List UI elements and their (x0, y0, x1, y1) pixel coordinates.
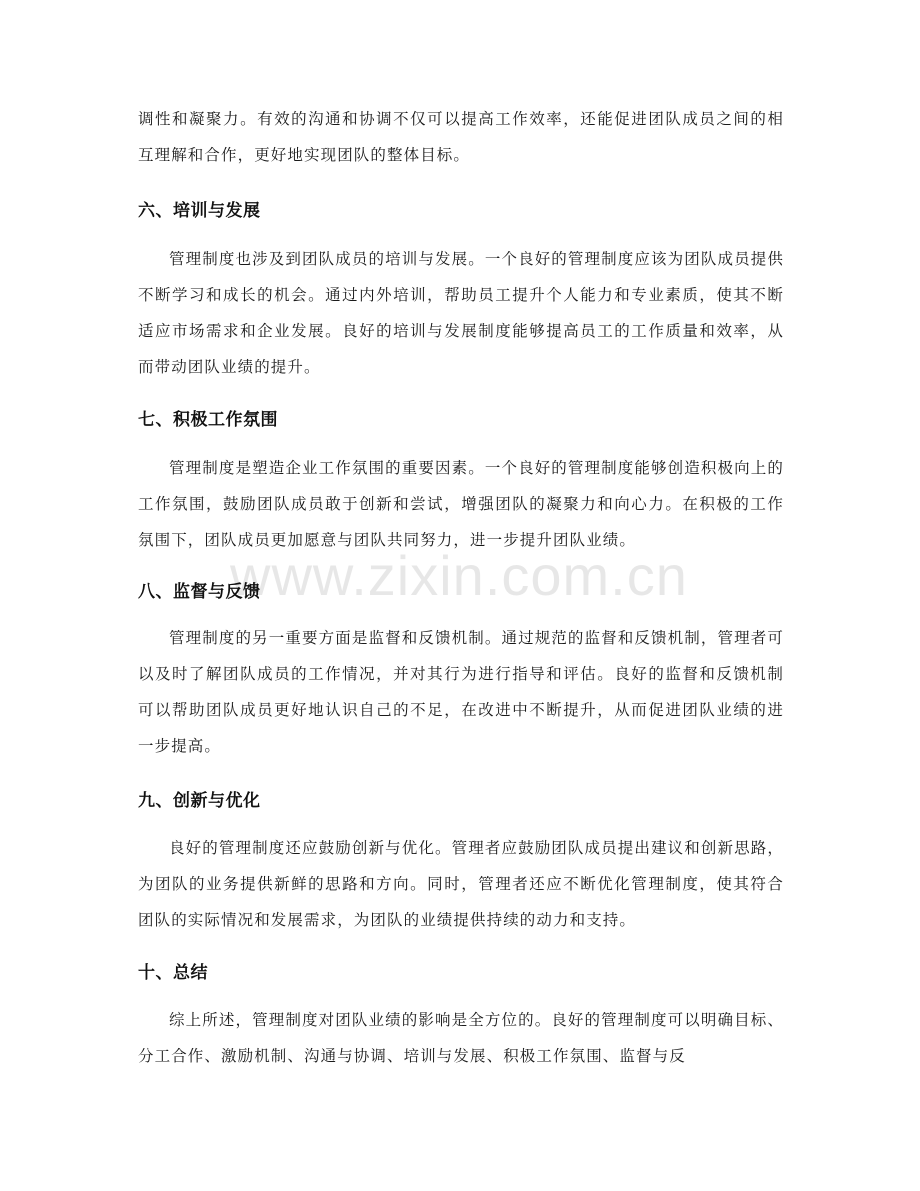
section-body-supervision (138, 620, 784, 764)
section-body-innovation (138, 830, 784, 938)
paragraph-continued (138, 101, 784, 173)
section-heading-supervision: 八、监督与反馈 (138, 582, 261, 602)
paragraph-text: 调性和凝聚力。有效的沟通和协调不仅可以提高工作效率，还能促进团队成员之间的相互理解和合作，更好地实现团队的整体目标。 (138, 110, 784, 164)
section-heading-summary: 十、总结 (138, 963, 208, 983)
paragraph-text: 管理制度也涉及到团队成员的培训与发展。一个良好的管理制度应该为团队成员提供不断学习和成长的机会。通过内外培训，帮助员工提升个人能力和专业素质，使其不断适应市场需求和企业发展。良好的培训与发展制度能够提高员工的工作质量和效率，从而带动团队业绩的提升。 (138, 250, 784, 376)
watermark: www.zixin.com.cn (230, 544, 688, 607)
section-heading-innovation: 九、创新与优化 (138, 791, 261, 811)
section-heading-training: 六、培训与发展 (138, 201, 261, 221)
section-body-atmosphere (138, 450, 784, 558)
section-heading-atmosphere: 七、积极工作氛围 (138, 410, 278, 430)
paragraph-text: 综上所述，管理制度对团队业绩的影响是全方位的。良好的管理制度可以明确目标、分工合作、激励机制、沟通与协调、培训与发展、积极工作氛围、监督与反 (138, 1011, 784, 1065)
section-body-training (138, 241, 784, 385)
paragraph-text: 良好的管理制度还应鼓励创新与优化。管理者应鼓励团队成员提出建议和创新思路，为团队的业务提供新鲜的思路和方向。同时，管理者还应不断优化管理制度，使其符合团队的实际情况和发展需求，为团队的业绩提供持续的动力和支持。 (138, 839, 784, 929)
paragraph-text: 管理制度是塑造企业工作氛围的重要因素。一个良好的管理制度能够创造积极向上的工作氛围，鼓励团队成员敢于创新和尝试，增强团队的凝聚力和向心力。在积极的工作氛围下，团队成员更加愿意与团队共同努力，进一步提升团队业绩。 (138, 459, 784, 549)
paragraph-text: 管理制度的另一重要方面是监督和反馈机制。通过规范的监督和反馈机制，管理者可以及时了解团队成员的工作情况，并对其行为进行指导和评估。良好的监督和反馈机制可以帮助团队成员更好地认识自己的不足，在改进中不断提升，从而促进团队业绩的进一步提高。 (138, 629, 784, 755)
section-body-summary (138, 1002, 784, 1074)
